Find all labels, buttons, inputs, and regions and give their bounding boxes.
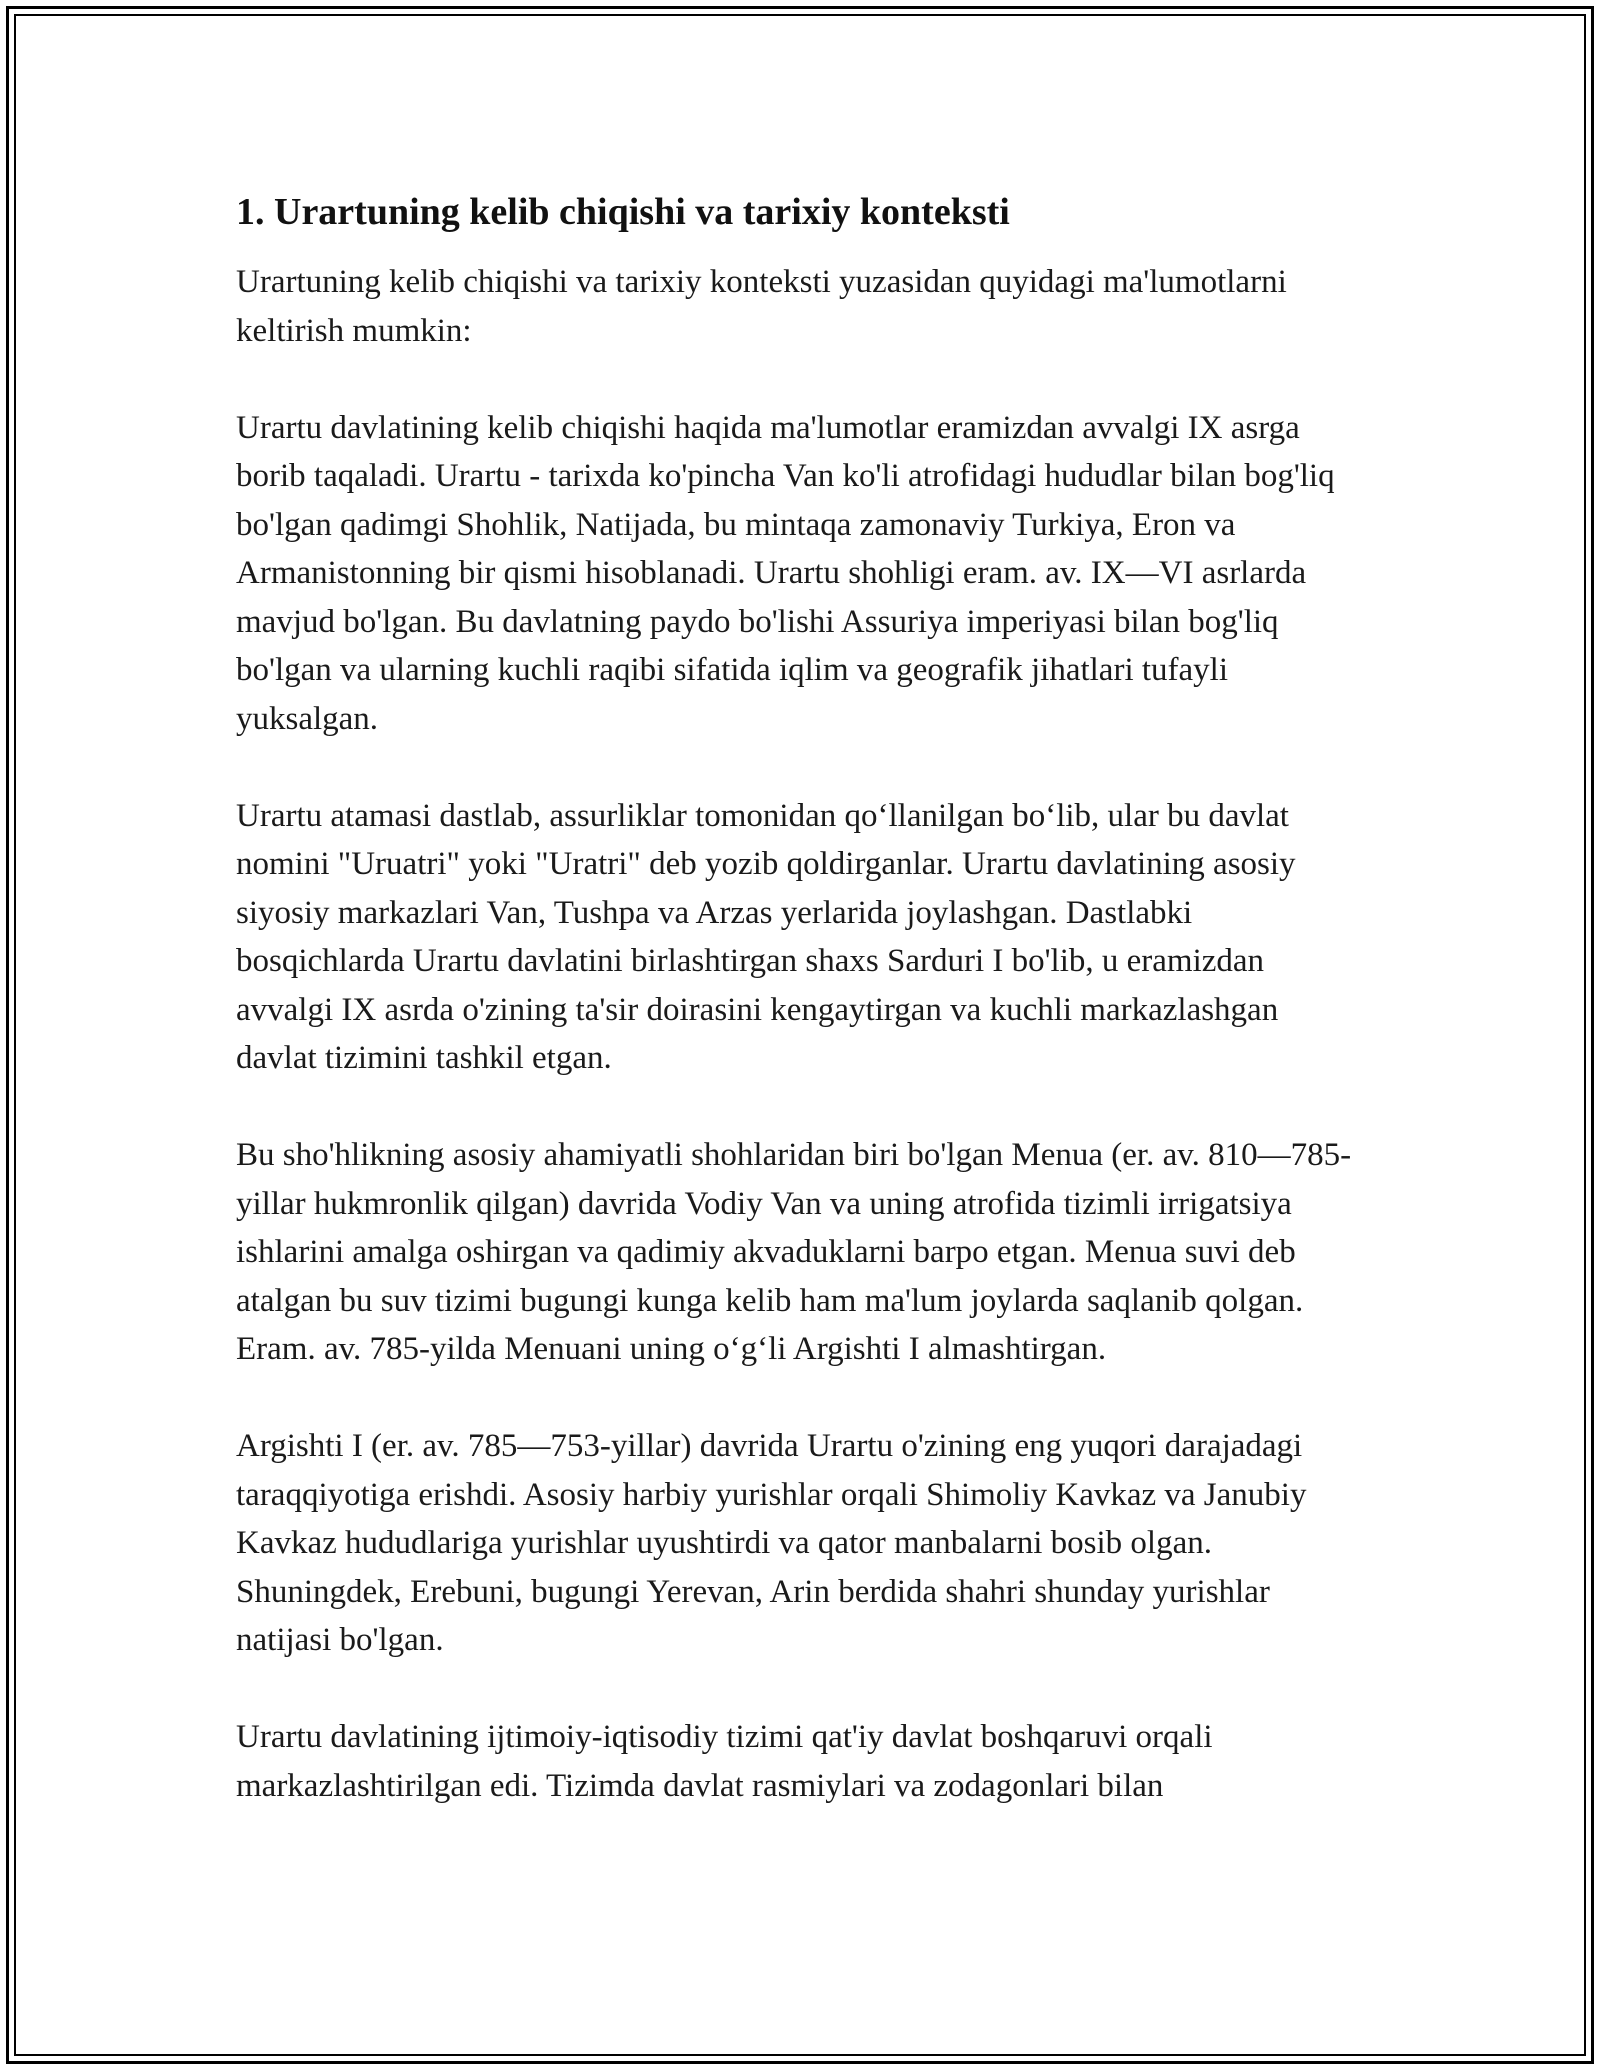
paragraph-origin: Urartu davlatining kelib chiqishi haqida ma'lumotlar eramizdan avvalgi IX asrga borib taqaladi. Urartu - tarixda ko'pincha Van ko'li atrofidagi hududlar bilan bog'liq bo'lgan qadimgi Shohlik, Natijada, bu mintaqa zamonaviy Turkiya, Eron va Armanistonning bir qismi hisoblanadi. Urartu shohligi eram. av. IX—VI asrlarda mavjud bo'lgan. Bu davlatning paydo bo'lishi Assuriya imperiyasi bilan bog'liq bo'lgan va ularning kuchli raqibi sifatida iqlim va geografik jihatlari tufayli yuksalgan. — [236, 409, 1335, 737]
document-body — [236, 188, 1366, 1859]
paragraph-argishti: Argishti I (er. av. 785—753-yillar) davrida Urartu o'zining eng yuqori darajadagi taraqqiyotiga erishdi. Asosiy harbiy yurishlar orqali Shimoliy Kavkaz va Janubiy Kavkaz hududlariga yurishlar uyushtirdi va qator manbalarni bosib olgan. Shuningdek, Erebuni, bugungi Yerevan, Arin berdida shahri shunday yurishlar natijasi bo'lgan. — [236, 1428, 1307, 1658]
paragraph-name-and-centers: Urartu atamasi dastlab, assurliklar tomonidan qo‘llanilgan bo‘lib, ular bu davlat nomini "Uruatri" yoki "Uratri" deb yozib qoldirganlar. Urartu davlatining asosiy siyosiy markazlari Van, Tushpa va Arzas yerlarida joylashgan. Dastlabki bosqichlarda Urartu davlatini birlashtirgan shaxs Sarduri I bo'lib, u eramizdan avvalgi IX asrda o'zining ta'sir doirasini kengaytirgan va kuchli markazlashgan davlat tizimini tashkil etgan. — [236, 797, 1296, 1076]
section-heading: 1. Urartuning kelib chiqishi va tarixiy konteksti — [236, 191, 1010, 233]
paragraph-menua: Bu sho'hlikning asosiy ahamiyatli shohlaridan biri bo'lgan Menua (er. av. 810—785-yillar hukmronlik qilgan) davrida Vodiy Van va uning atrofida tizimli irrigatsiya ishlarini amalga oshirgan va qadimiy akvaduklarni barpo etgan. Menua suvi deb atalgan bu suv tizimi bugungi kunga kelib ham ma'lum joylarda saqlanib qolgan. Eram. av. 785-yilda Menuani uning o‘g‘li Argishti I almashtirgan. — [236, 1137, 1352, 1367]
paragraph-socio-economic: Urartu davlatining ijtimoiy-iqtisodiy tizimi qat'iy davlat boshqaruvi orqali markazlashtirilgan edi. Tizimda davlat rasmiylari va zodagonlari bilan — [236, 1719, 1213, 1804]
paragraph-intro: Urartuning kelib chiqishi va tarixiy konteksti yuzasidan quyidagi ma'lumotlarni keltirish mumkin: — [236, 264, 1287, 349]
